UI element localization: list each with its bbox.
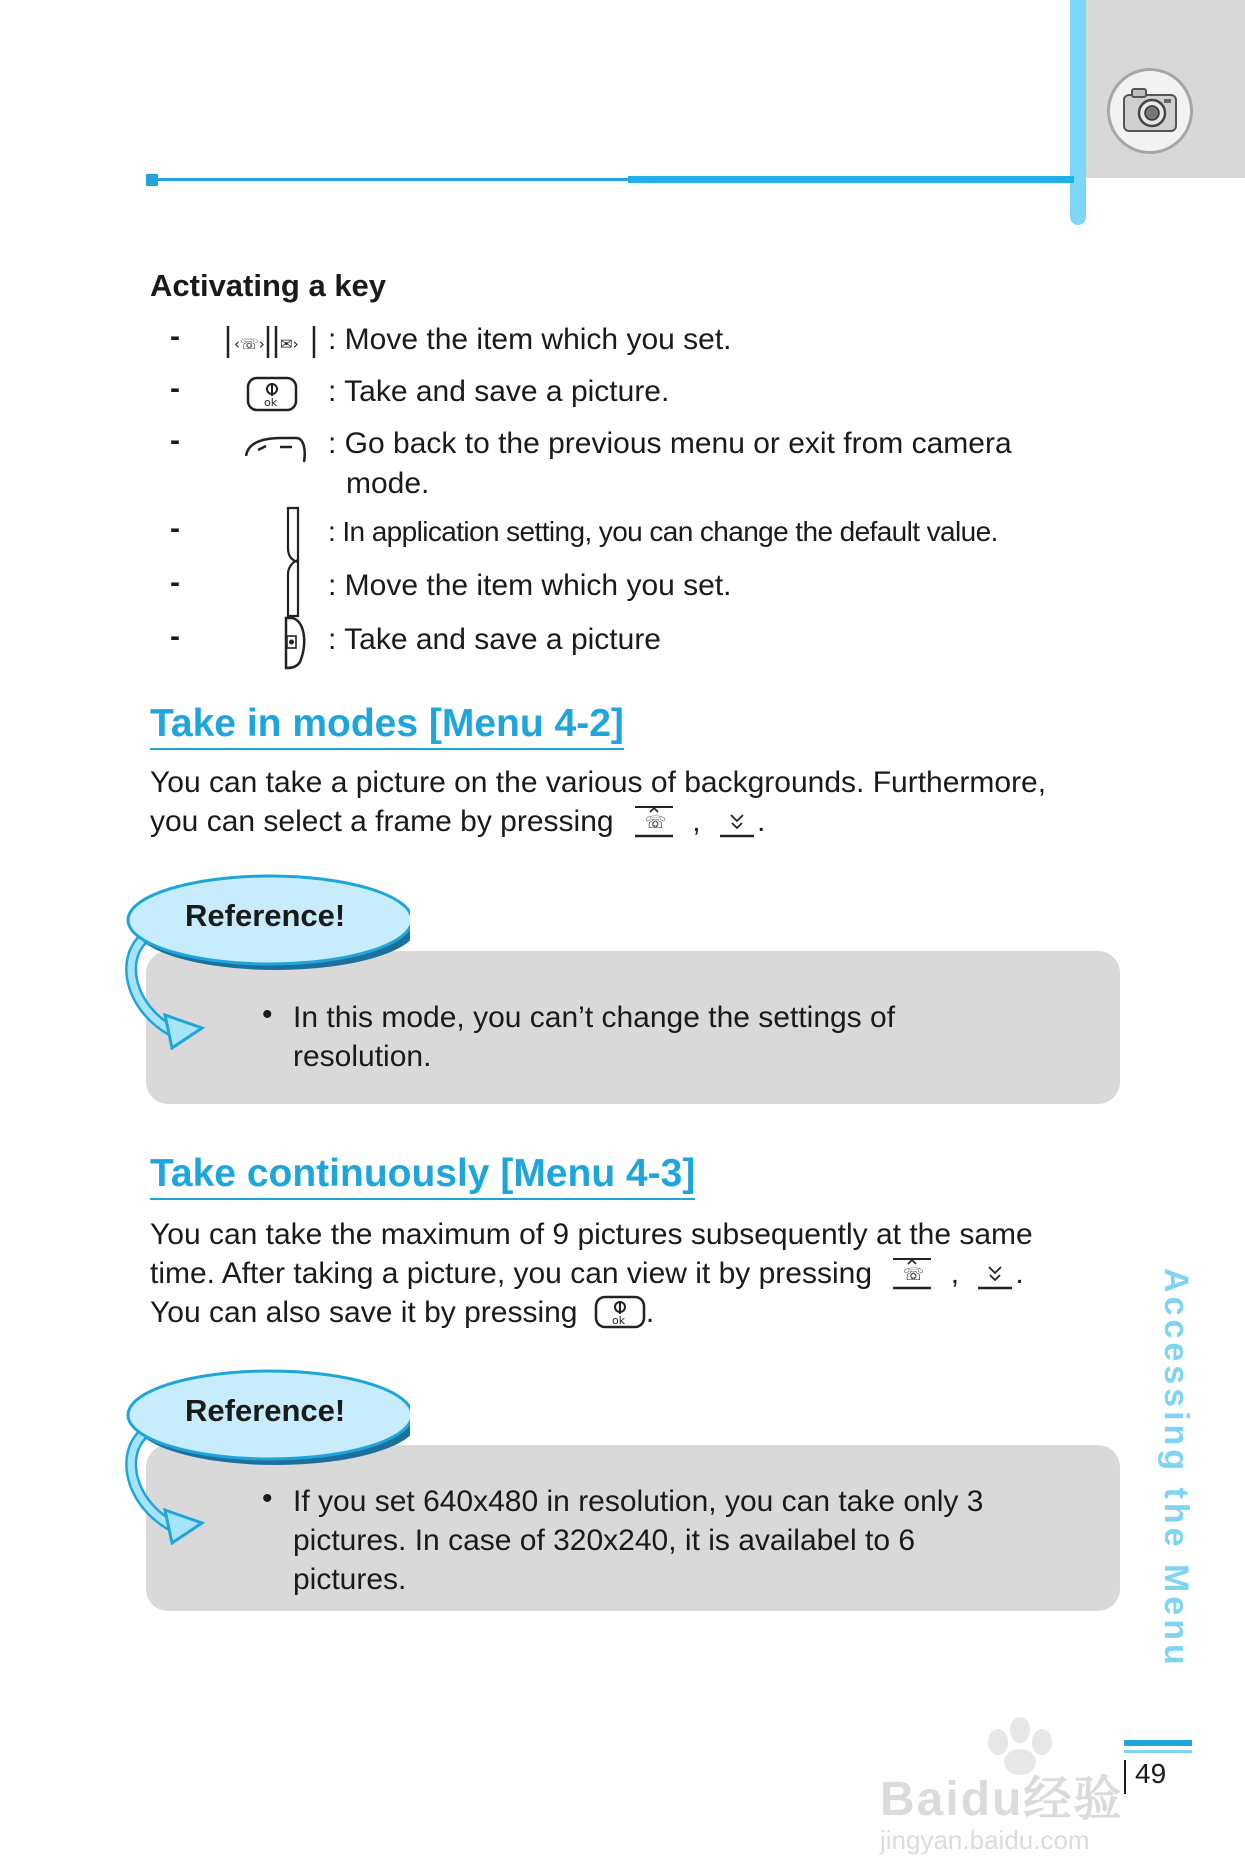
dash: - <box>170 566 180 599</box>
dash: - <box>170 620 180 653</box>
section-heading-take-in-modes: Take in modes [Menu 4-2] <box>150 701 624 750</box>
svg-text:ok: ok <box>611 1314 625 1327</box>
svg-text:☏: ☏ <box>903 1265 925 1285</box>
section1-line2 <box>150 802 1130 841</box>
key-row-text: : In application setting, you can change the default value. <box>328 516 998 547</box>
svg-text:ok: ok <box>264 396 278 409</box>
header-side-bar <box>1070 0 1086 225</box>
svg-text:✉›: ✉› <box>280 335 299 353</box>
svg-text:‹☏›: ‹☏› <box>234 335 265 353</box>
side-key-upper-icon <box>224 504 334 564</box>
section1-line2-text: you can select a frame by pressing <box>150 805 614 838</box>
reference-label-1: Reference! <box>185 898 346 933</box>
reference-2-line3: pictures. <box>293 1563 407 1596</box>
up-key-icon <box>632 803 676 839</box>
watermark-logo-text: Baidu经验 <box>880 1773 1124 1826</box>
key-row-text: : Move the item which you set. <box>328 569 732 602</box>
side-key-lower-icon <box>224 558 334 618</box>
reference-1-line2: resolution. <box>293 1040 432 1073</box>
key-row-back <box>170 424 1100 508</box>
reference-2-line1: If you set 640x480 in resolution, you can take only 3 <box>293 1485 984 1518</box>
section2-line1: You can take the maximum of 9 pictures subsequently at the same <box>150 1218 1033 1251</box>
chapter-side-title: Accessing the Menu <box>1157 1268 1195 1669</box>
down-key-icon <box>975 1255 1015 1291</box>
navigation-left-right-keys-icon <box>224 316 334 368</box>
key-row-navigation <box>170 320 1100 364</box>
bullet: • <box>262 1482 273 1515</box>
reference-bubble-graphic-1 <box>120 870 410 1050</box>
section2-paragraph <box>150 1215 1130 1332</box>
dash: - <box>170 512 180 545</box>
period: . <box>756 805 766 838</box>
page-number: 49 <box>1135 1758 1167 1789</box>
section2-line3-text: You can also save it by pressing <box>150 1296 578 1329</box>
header-rule-thick <box>628 176 1074 183</box>
dash: - <box>170 372 180 405</box>
section1-paragraph <box>150 763 1130 841</box>
reference-2-line2: pictures. In case of 320x240, it is availabel to 6 <box>293 1524 916 1557</box>
up-key-icon <box>890 1255 934 1291</box>
key-row-text-continued: mode. <box>346 467 430 500</box>
reference-label-2: Reference! <box>185 1393 346 1428</box>
section2-line3 <box>150 1293 1130 1332</box>
ok-key-icon <box>224 368 334 420</box>
bullet: • <box>262 998 273 1031</box>
key-row-side-camera <box>170 620 1100 676</box>
reference-1-line1: In this mode, you can’t change the settings of <box>293 1001 896 1034</box>
section2-line2-text: time. After taking a picture, you can view it by pressing <box>150 1257 873 1290</box>
key-row-text: : Go back to the previous menu or exit from camera <box>328 427 1012 460</box>
header-rule-thin <box>150 178 628 181</box>
side-camera-key-icon <box>224 612 334 672</box>
clear-back-key-icon <box>224 420 334 472</box>
section1-line1: You can take a picture on the various of backgrounds. Furthermore, <box>150 766 1047 799</box>
reference-bubble-graphic-2 <box>120 1365 410 1545</box>
separator: , <box>692 805 701 838</box>
down-key-icon <box>717 803 757 839</box>
key-row-text: : Take and save a picture <box>328 623 661 656</box>
dash: - <box>170 424 180 457</box>
camera-icon <box>1107 68 1193 154</box>
period: . <box>645 1296 655 1329</box>
dash: - <box>170 320 180 353</box>
section2-line2 <box>150 1254 1130 1293</box>
svg-text:☏: ☏ <box>644 813 667 833</box>
key-row-text: : Move the item which you set. <box>328 323 732 356</box>
separator: , <box>950 1257 960 1290</box>
activating-key-heading: Activating a key <box>150 268 387 303</box>
period: . <box>1015 1257 1024 1290</box>
ok-key-icon <box>594 1294 646 1330</box>
watermark-url: jingyan.baidu.com <box>880 1825 1090 1855</box>
key-row-ok <box>170 372 1100 416</box>
key-row-text: : Take and save a picture. <box>328 375 670 408</box>
section-heading-take-continuously: Take continuously [Menu 4-3] <box>150 1151 695 1200</box>
baidu-watermark <box>880 1700 1180 1870</box>
